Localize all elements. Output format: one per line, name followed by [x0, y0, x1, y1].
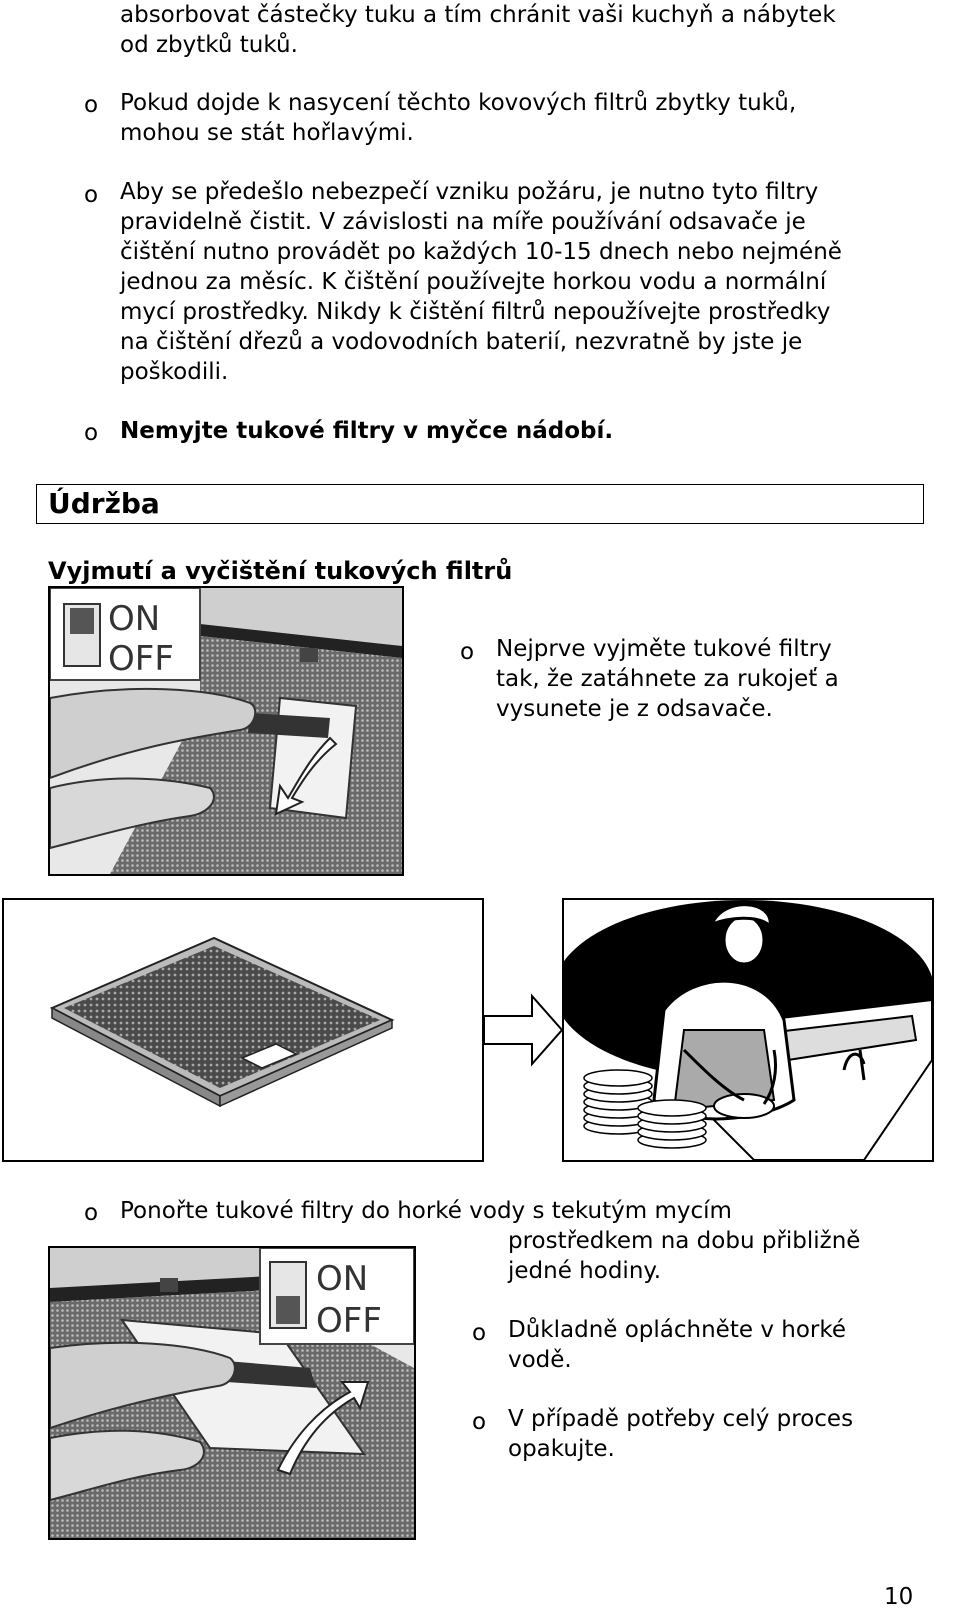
- intro-line-2: od zbytků tuků.: [120, 32, 298, 58]
- soak-step-line-3: jedné hodiny.: [508, 1258, 662, 1284]
- soak-step-line-2: prostředkem na dobu přibližně: [508, 1228, 861, 1254]
- switch-on-label: ON: [316, 1259, 369, 1299]
- bullet-marker: o: [84, 1200, 99, 1226]
- grease-filter-illustration: [2, 898, 484, 1162]
- switch-on-label: ON: [108, 599, 161, 639]
- remove-step-line-2: tak, že zatáhnete za rukojeť a: [496, 666, 839, 692]
- arrow-right-icon: [484, 990, 566, 1070]
- filter-reinsert-illustration: [48, 1246, 416, 1540]
- repeat-step-line-1: V případě potřeby celý proces: [508, 1406, 854, 1432]
- bullet-2-line-1: Aby se předešlo nebezpečí vzniku požáru, je nutno tyto filtry: [120, 179, 819, 205]
- switch-off-label: OFF: [316, 1301, 382, 1341]
- section-title: Údržba: [48, 487, 160, 520]
- page-number: 10: [884, 1584, 914, 1610]
- soak-step-line-1: Ponořte tukové filtry do horké vody s tekutým mycím: [120, 1198, 732, 1224]
- remove-step-line-3: vysunete je z odsavače.: [496, 696, 773, 722]
- intro-line-1: absorbovat částečky tuku a tím chránit vaši kuchyň a nábytek: [120, 2, 836, 28]
- rinse-step-line-2: vodě.: [508, 1347, 572, 1373]
- bullet-2-line-7: poškodili.: [120, 359, 229, 385]
- bullet-1-line-2: mohou se stát hořlavými.: [120, 120, 414, 146]
- bullet-2-line-2: pravidelně čistit. V závislosti na míře používání odsavače je: [120, 209, 806, 235]
- warning-dishwasher: Nemyjte tukové filtry v myčce nádobí.: [120, 418, 614, 444]
- subsection-title: Vyjmutí a vyčištění tukových filtrů: [48, 557, 513, 585]
- filter-removal-illustration: [48, 586, 404, 876]
- bullet-marker: o: [460, 639, 475, 665]
- remove-step-line-1: Nejprve vyjměte tukové filtry: [496, 636, 832, 662]
- bullet-1-line-1: Pokud dojde k nasycení těchto kovových filtrů zbytky tuků,: [120, 90, 797, 116]
- section-header-box: [36, 484, 924, 524]
- bullet-marker: o: [84, 420, 99, 446]
- bullet-2-line-5: mycí prostředky. Nikdy k čištění filtrů nepoužívejte prostředky: [120, 299, 831, 325]
- bullet-marker: o: [84, 182, 99, 208]
- switch-off-label: OFF: [108, 639, 174, 679]
- bullet-2-line-4: jednou za měsíc. K čištění používejte horkou vodu a normální: [120, 269, 827, 295]
- bullet-marker: o: [472, 1409, 487, 1435]
- bullet-marker: o: [84, 92, 99, 118]
- bullet-2-line-6: na čištění dřezů a vodovodních baterií, nezvratně by jste je: [120, 329, 803, 355]
- washing-illustration: [562, 898, 934, 1162]
- bullet-2-line-3: čištění nutno provádět po každých 10-15 dnech nebo nejméně: [120, 239, 842, 265]
- rinse-step-line-1: Důkladně opláchněte v horké: [508, 1317, 846, 1343]
- repeat-step-line-2: opakujte.: [508, 1436, 615, 1462]
- bullet-marker: o: [472, 1320, 487, 1346]
